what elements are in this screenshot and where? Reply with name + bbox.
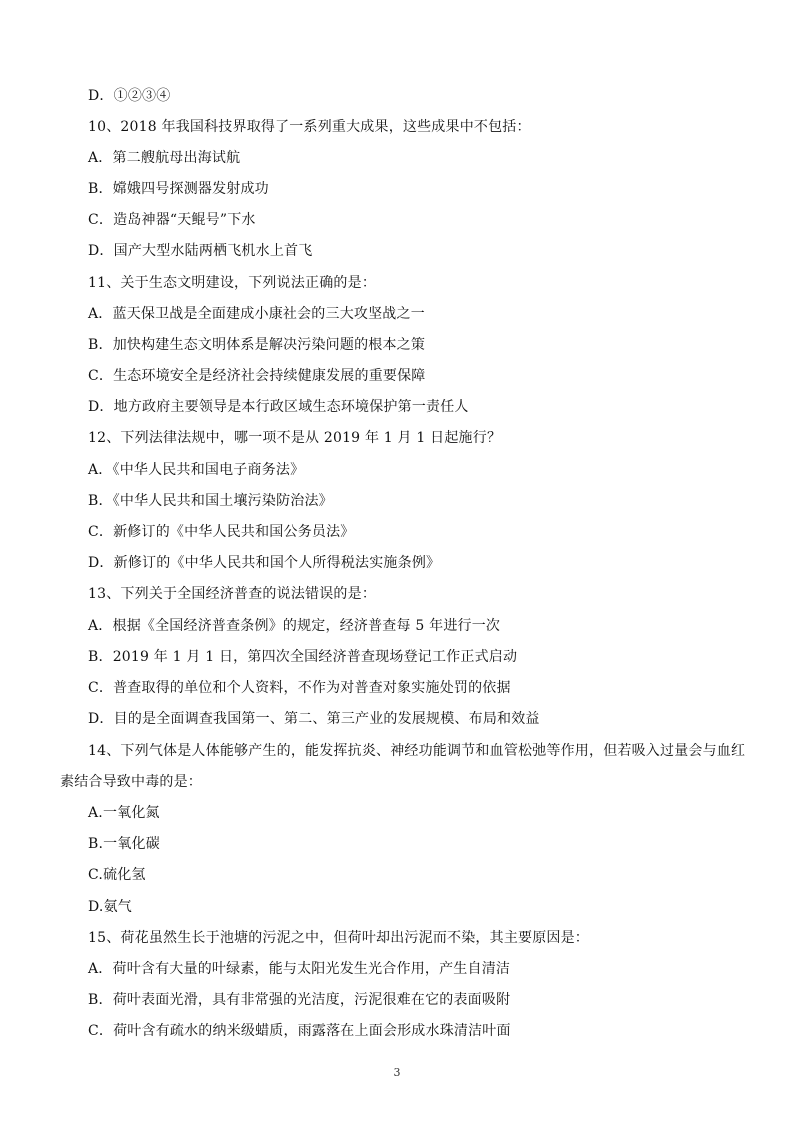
page-number: 3 [393, 1066, 401, 1079]
q13-option-d: D．目的是全面调查我国第一、第二、第三产业的发展规模、布局和效益 [88, 711, 540, 727]
q15-option-a: A．荷叶含有大量的叶绿素，能与太阳光发生光合作用，产生自清洁 [88, 961, 511, 977]
q11-option-d: D．地方政府主要领导是本行政区域生态环境保护第一责任人 [88, 399, 469, 415]
q13-option-b: B．2019 年 1 月 1 日，第四次全国经济普查现场登记工作正式启动 [88, 649, 518, 665]
q10-option-a: A．第二艘航母出海试航 [88, 150, 241, 166]
q15-stem: 15、荷花虽然生长于池塘的污泥之中，但荷叶却出污泥而不染，其主要原因是： [88, 930, 590, 946]
q13-option-a: A．根据《全国经济普查条例》的规定，经济普查每 5 年进行一次 [88, 618, 501, 634]
q14-option-c: C.硫化氢 [88, 867, 146, 883]
q11-option-a: A．蓝天保卫战是全面建成小康社会的三大攻坚战之一 [88, 306, 425, 322]
q12-option-a: A．《中华人民共和国电子商务法》 [88, 462, 305, 478]
q12-option-b: B．《中华人民共和国土壤污染防治法》 [88, 493, 333, 509]
q13-stem: 13、下列关于全国经济普查的说法错误的是： [88, 586, 377, 602]
q10-option-c: C．造岛神器“天鲲号”下水 [88, 212, 256, 228]
q9-option-d: D．①②③④ [88, 88, 171, 104]
q14-stem-line-2: 素结合导致中毒的是： [60, 774, 202, 790]
q11-option-b: B．加快构建生态文明体系是解决污染问题的根本之策 [88, 337, 426, 353]
q12-stem: 12、下列法律法规中，哪一项不是从 2019 年 1 月 1 日起施行？ [88, 430, 502, 446]
q15-option-b: B．荷叶表面光滑，具有非常强的光洁度，污泥很难在它的表面吸附 [88, 992, 511, 1008]
q10-stem: 10、2018 年我国科技界取得了一系列重大成果，这些成果中不包括： [88, 119, 531, 135]
q13-option-c: C．普查取得的单位和个人资料，不作为对普查对象实施处罚的依据 [88, 680, 511, 696]
q14-option-b: B.一氧化碳 [88, 836, 160, 852]
q12-option-d: D．新修订的《中华人民共和国个人所得税法实施条例》 [88, 555, 441, 571]
q14-stem-line-1: 14、下列气体是人体能够产生的，能发挥抗炎、神经功能调节和血管松弛等作用，但若吸入过量会与血红 [88, 743, 746, 759]
q11-option-c: C．生态环境安全是经济社会持续健康发展的重要保障 [88, 368, 426, 384]
q10-option-b: B．嫦娥四号探测器发射成功 [88, 181, 269, 197]
q12-option-c: C．新修订的《中华人民共和国公务员法》 [88, 524, 355, 540]
q14-option-d: D.氨气 [88, 899, 132, 915]
q11-stem: 11、关于生态文明建设，下列说法正确的是： [88, 275, 377, 291]
q15-option-c: C．荷叶含有疏水的纳米级蜡质，雨露落在上面会形成水珠清洁叶面 [88, 1023, 511, 1039]
q14-option-a: A.一氧化氮 [88, 805, 160, 821]
q10-option-d: D．国产大型水陆两栖飞机水上首飞 [88, 243, 313, 259]
